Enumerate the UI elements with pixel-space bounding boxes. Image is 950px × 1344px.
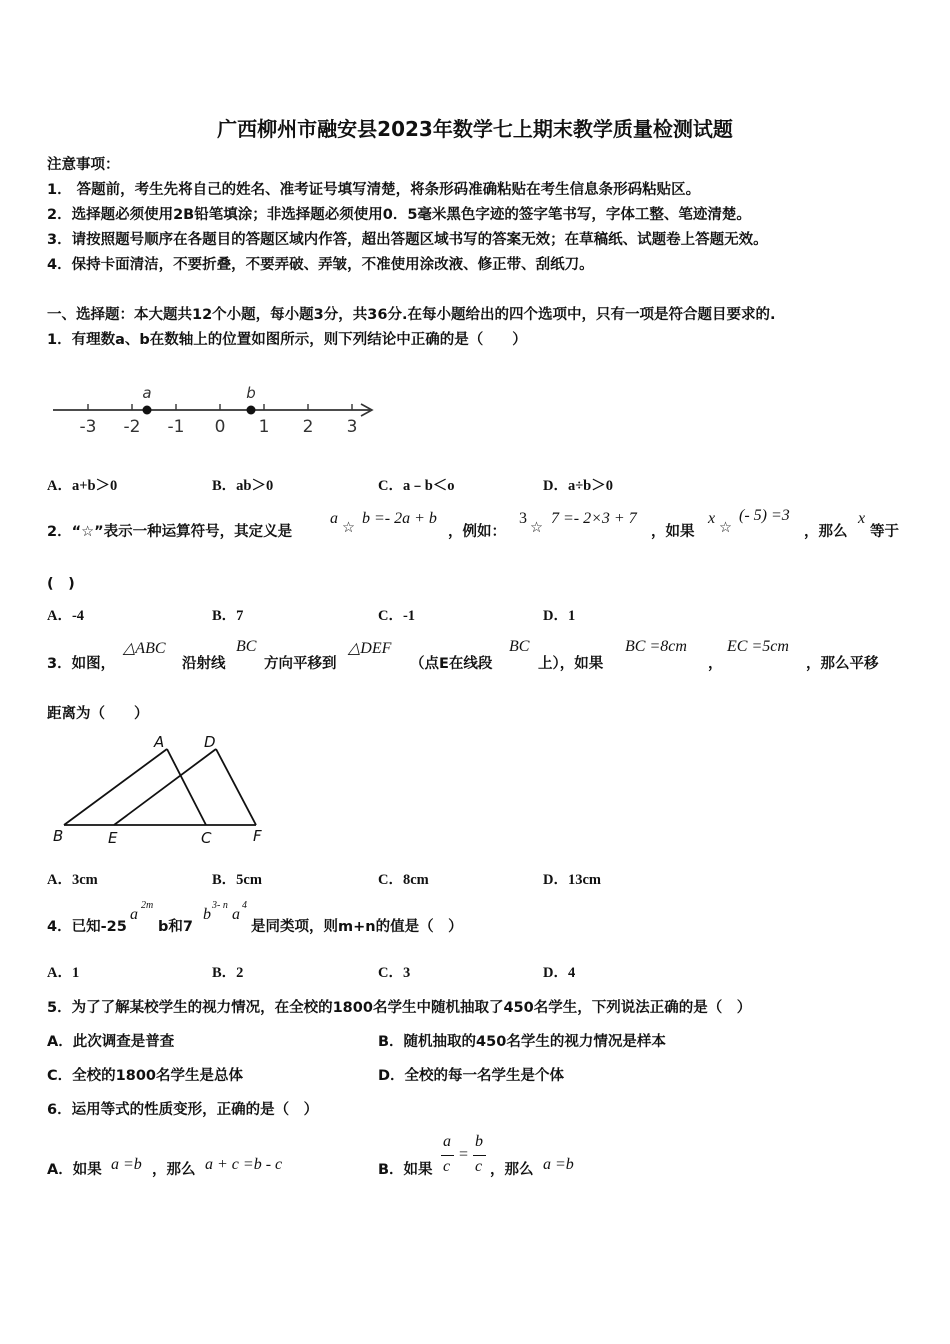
option-b-text: ，那么 bbox=[490, 1162, 534, 1178]
tick-label: -2 bbox=[123, 417, 141, 437]
option-a[interactable]: A．此次调查是普查 bbox=[47, 1034, 175, 1050]
tick-label: 0 bbox=[214, 417, 226, 437]
formula: (- 5) =3 bbox=[739, 507, 790, 524]
option-b[interactable]: B．5cm bbox=[212, 872, 262, 888]
formula: x bbox=[708, 510, 716, 527]
option-c[interactable]: C．3 bbox=[378, 965, 411, 981]
fraction-denominator: c bbox=[475, 1158, 483, 1175]
option-d[interactable]: D．全校的每一名学生是个体 bbox=[378, 1068, 565, 1084]
formula: △DEF bbox=[348, 640, 392, 657]
tick-label: -1 bbox=[167, 417, 185, 437]
formula: b =- 2a + b bbox=[362, 510, 437, 527]
option-a[interactable]: A．3cm bbox=[47, 872, 98, 888]
option-b[interactable]: B．ab＞0 bbox=[212, 478, 274, 494]
question-3-text: ，那么平移 bbox=[806, 656, 879, 672]
question-3-text: ， bbox=[708, 656, 723, 672]
exponent: 3- n bbox=[212, 900, 228, 911]
question-5-stem: 5．为了了解某校学生的视力情况，在全校的1800名学生中随机抽取了450名学生，下列说法正确的是（ ） bbox=[47, 1000, 752, 1016]
section-heading: 一、选择题：本大题共12个小题，每小题3分，共36分.在每小题给出的四个选项中，只有一项是符合题目要求的. bbox=[47, 307, 776, 323]
side-ab bbox=[64, 749, 167, 825]
vertex-label: A bbox=[154, 733, 165, 751]
formula: a + c =b - c bbox=[205, 1156, 283, 1173]
formula: △ABC bbox=[123, 640, 166, 657]
question-1-stem: 1．有理数a、b在数轴上的位置如图所示，则下列结论中正确的是（ ） bbox=[47, 332, 527, 348]
point-a-label: a bbox=[142, 384, 152, 402]
formula: a bbox=[232, 906, 240, 923]
notice-item: 1． 答题前，考生先将自己的姓名、准考证号填写清楚，将条形码准确粘贴在考生信息条形码粘贴区。 bbox=[47, 182, 701, 198]
question-2-stem: 2．“☆”表示一种运算符号，其定义是 bbox=[47, 524, 293, 540]
option-b[interactable]: B．随机抽取的450名学生的视力情况是样本 bbox=[378, 1034, 666, 1050]
formula: a =b bbox=[111, 1156, 142, 1173]
tick-label: -3 bbox=[79, 417, 97, 437]
question-3-stem: 3．如图， bbox=[47, 656, 116, 672]
option-d[interactable]: D．4 bbox=[543, 965, 576, 981]
option-a[interactable]: A．a+b＞0 bbox=[47, 478, 118, 494]
number-line-figure bbox=[45, 380, 385, 440]
vertex-label: B bbox=[53, 827, 64, 845]
formula: 3 bbox=[519, 510, 527, 527]
star-symbol: ☆ bbox=[342, 520, 355, 536]
option-c[interactable]: C．-1 bbox=[378, 608, 416, 624]
formula: x bbox=[858, 510, 866, 527]
fraction-bar bbox=[473, 1155, 486, 1156]
option-b[interactable]: B．2 bbox=[212, 965, 244, 981]
vertex-label: F bbox=[253, 827, 262, 845]
option-a[interactable]: A．-4 bbox=[47, 608, 85, 624]
formula: BC bbox=[236, 638, 257, 655]
option-a[interactable]: A．1 bbox=[47, 965, 80, 981]
option-d[interactable]: D．1 bbox=[543, 608, 576, 624]
question-3-text: 沿射线 bbox=[182, 656, 226, 672]
option-c[interactable]: C．全校的1800名学生是总体 bbox=[47, 1068, 243, 1084]
side-df bbox=[216, 749, 256, 825]
option-c[interactable]: C．8cm bbox=[378, 872, 429, 888]
formula: a bbox=[130, 906, 138, 923]
fraction-numerator: a bbox=[443, 1133, 451, 1150]
notice-item: 4．保持卡面清洁，不要折叠，不要弄破、弄皱，不准使用涂改液、修正带、刮纸刀。 bbox=[47, 257, 594, 273]
question-4-stem: 4．已知-25 bbox=[47, 919, 127, 935]
question-6-stem: 6．运用等式的性质变形，正确的是（ ） bbox=[47, 1102, 319, 1118]
point-a bbox=[143, 406, 152, 415]
option-b[interactable]: B．如果 bbox=[378, 1162, 433, 1178]
tick-label: 3 bbox=[346, 417, 358, 437]
option-b[interactable]: B．7 bbox=[212, 608, 244, 624]
equals-sign: = bbox=[459, 1146, 469, 1163]
formula: BC bbox=[509, 638, 530, 655]
notice-heading: 注意事项： bbox=[47, 157, 120, 173]
question-2-text: ，那么 bbox=[804, 524, 848, 540]
formula: a =b bbox=[543, 1156, 574, 1173]
tick-label: 1 bbox=[258, 417, 270, 437]
question-2-text: ，如果 bbox=[651, 524, 695, 540]
option-c[interactable]: C．a﹣b＜o bbox=[378, 478, 455, 494]
point-b bbox=[247, 406, 256, 415]
vertex-label: D bbox=[204, 733, 216, 751]
exponent: 4 bbox=[242, 900, 247, 911]
tick-label: 2 bbox=[302, 417, 314, 437]
question-3-text: 方向平移到 bbox=[264, 656, 337, 672]
triangle-translation-figure bbox=[50, 733, 280, 848]
star-symbol: ☆ bbox=[719, 520, 732, 536]
vertex-label: C bbox=[201, 829, 212, 847]
vertex-label: E bbox=[108, 829, 118, 847]
formula: 7 =- 2×3 + 7 bbox=[551, 510, 637, 527]
page-title: 广西柳州市融安县2023年数学七上期末教学质量检测试题 bbox=[217, 117, 733, 141]
formula: BC =8cm bbox=[625, 638, 687, 655]
option-a[interactable]: A．如果 bbox=[47, 1162, 102, 1178]
question-2-text: ，例如： bbox=[448, 524, 506, 540]
formula: EC =5cm bbox=[727, 638, 789, 655]
option-d[interactable]: D．a÷b＞0 bbox=[543, 478, 613, 494]
notice-item: 2．选择题必须使用2B铅笔填涂；非选择题必须使用0．5毫米黑色字迹的签字笔书写，字体工整、笔迹清楚。 bbox=[47, 207, 751, 223]
question-4-text: 是同类项，则m+n的值是（ ） bbox=[251, 919, 463, 935]
fraction-denominator: c bbox=[443, 1158, 451, 1175]
question-3-text: 距离为（ ） bbox=[47, 706, 149, 722]
star-symbol: ☆ bbox=[530, 520, 543, 536]
option-d[interactable]: D．13cm bbox=[543, 872, 601, 888]
question-2-text: 等于 bbox=[870, 524, 899, 540]
question-4-text: b和7 bbox=[158, 919, 193, 935]
fraction-bar bbox=[441, 1155, 454, 1156]
exponent: 2m bbox=[141, 900, 154, 911]
notice-item: 3．请按照题号顺序在各题目的答题区域内作答，超出答题区域书写的答案无效；在草稿纸、试题卷上答题无效。 bbox=[47, 232, 768, 248]
formula: b bbox=[203, 906, 211, 923]
option-a-text: ，那么 bbox=[152, 1162, 196, 1178]
formula: a bbox=[330, 510, 338, 527]
question-3-text: 上），如果 bbox=[538, 656, 604, 672]
fraction-numerator: b bbox=[475, 1133, 483, 1150]
answer-bracket: ( ) bbox=[47, 576, 75, 592]
point-b-label: b bbox=[246, 384, 256, 402]
question-3-text: （点E在线段 bbox=[410, 656, 493, 672]
